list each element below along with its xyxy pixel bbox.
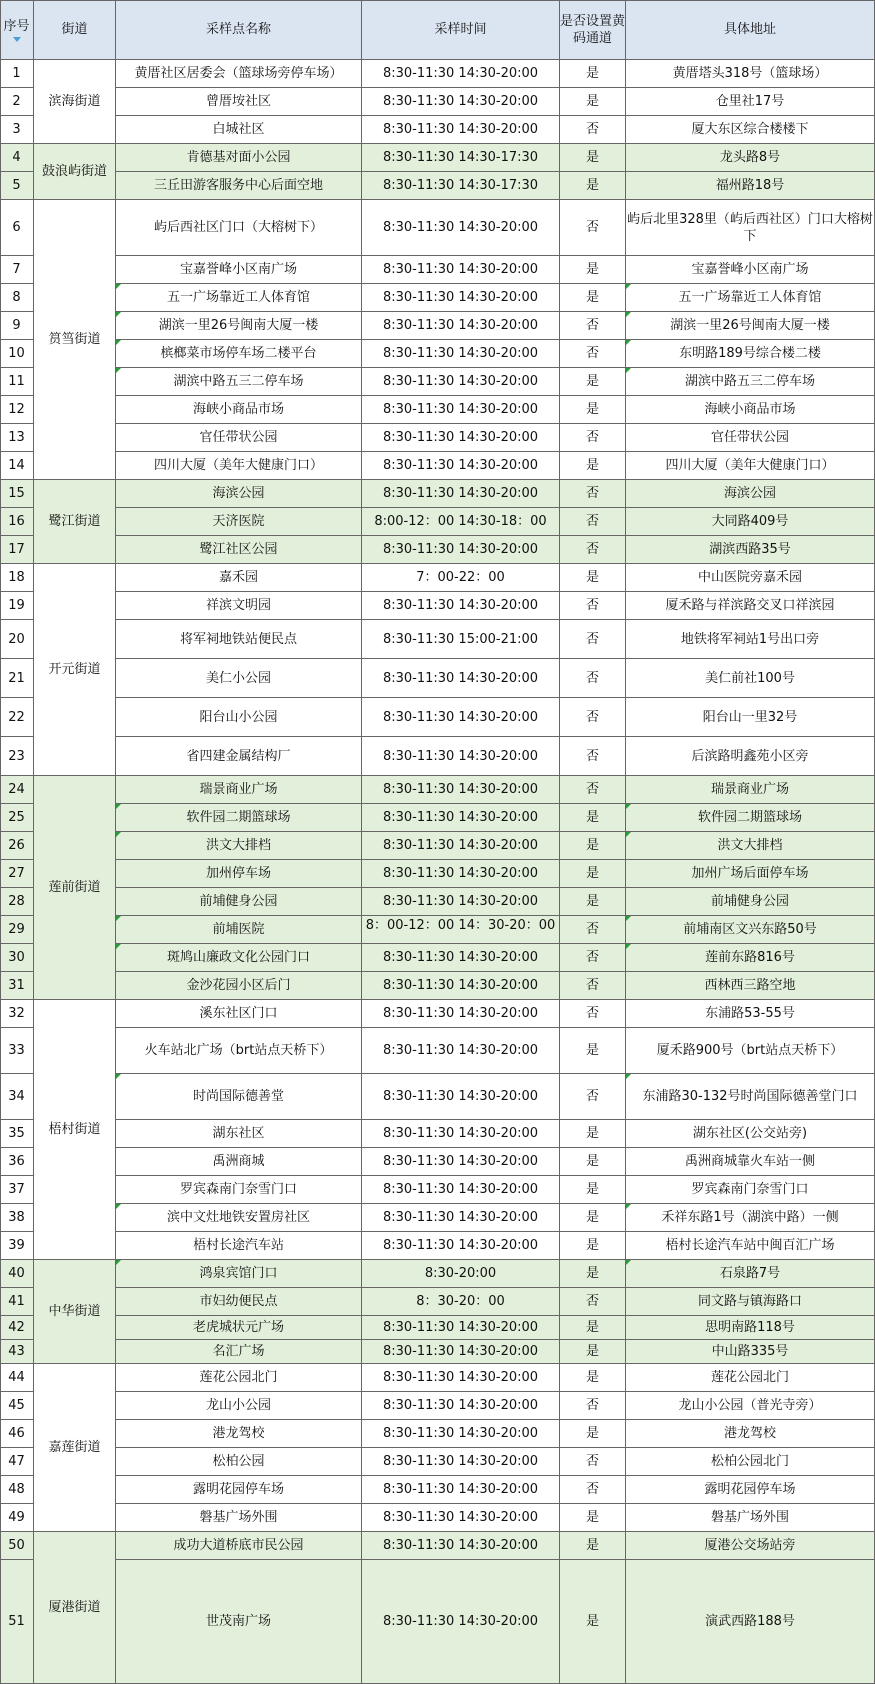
yellow-channel-cell[interactable]: 是 <box>560 1532 626 1560</box>
sampling-time-cell[interactable]: 7：00-22：00 <box>362 564 560 592</box>
site-name-cell[interactable]: 成功大道桥底市民公园 <box>116 1532 362 1560</box>
seq-cell[interactable]: 38 <box>0 1204 34 1232</box>
site-name-cell[interactable]: 天济医院 <box>116 508 362 536</box>
address-cell[interactable]: 龙山小公园（普光寺旁） <box>626 1392 875 1420</box>
sampling-time-cell[interactable]: 8:30-11:30 14:30-20:00 <box>362 340 560 368</box>
yellow-channel-cell[interactable]: 否 <box>560 916 626 944</box>
sampling-time-cell[interactable]: 8:30-11:30 14:30-20:00 <box>362 972 560 1000</box>
sampling-time-cell[interactable]: 8:30-11:30 14:30-20:00 <box>362 1448 560 1476</box>
address-cell[interactable]: 同文路与镇海路口 <box>626 1288 875 1316</box>
yellow-channel-cell[interactable]: 是 <box>560 172 626 200</box>
sampling-time-cell[interactable]: 8:30-11:30 14:30-20:00 <box>362 888 560 916</box>
seq-cell[interactable]: 17 <box>0 536 34 564</box>
site-name-cell[interactable]: 龙山小公园 <box>116 1392 362 1420</box>
sampling-time-cell[interactable]: 8:00-12：00 14:30-18：00 <box>362 508 560 536</box>
sampling-time-cell[interactable]: 8:30-11:30 14:30-20:00 <box>362 1028 560 1074</box>
street-cell[interactable]: 嘉莲街道 <box>34 1364 116 1532</box>
address-cell[interactable]: 湖东社区(公交站旁) <box>626 1120 875 1148</box>
site-name-cell[interactable]: 省四建金属结构厂 <box>116 737 362 776</box>
street-cell[interactable]: 鹭江街道 <box>34 480 116 564</box>
yellow-channel-cell[interactable]: 否 <box>560 620 626 659</box>
address-cell[interactable]: 东浦路30-132号时尚国际德善堂门口 <box>626 1074 875 1120</box>
site-name-cell[interactable]: 海滨公园 <box>116 480 362 508</box>
site-name-cell[interactable]: 洪文大排档 <box>116 832 362 860</box>
yellow-channel-cell[interactable]: 否 <box>560 698 626 737</box>
site-name-cell[interactable]: 曾厝垵社区 <box>116 88 362 116</box>
sampling-time-cell[interactable]: 8:30-20:00 <box>362 1260 560 1288</box>
sampling-time-cell[interactable]: 8:30-11:30 14:30-20:00 <box>362 424 560 452</box>
header-seq[interactable] <box>0 0 34 60</box>
address-cell[interactable]: 中山路335号 <box>626 1340 875 1364</box>
yellow-channel-cell[interactable]: 是 <box>560 368 626 396</box>
address-cell[interactable]: 禹洲商城靠火车站一侧 <box>626 1148 875 1176</box>
sampling-time-cell[interactable]: 8:30-11:30 14:30-20:00 <box>362 737 560 776</box>
seq-cell[interactable]: 19 <box>0 592 34 620</box>
yellow-channel-cell[interactable]: 是 <box>560 256 626 284</box>
site-name-cell[interactable]: 滨中文灶地铁安置房社区 <box>116 1204 362 1232</box>
address-cell[interactable]: 大同路409号 <box>626 508 875 536</box>
seq-cell[interactable]: 41 <box>0 1288 34 1316</box>
address-cell[interactable]: 五一广场靠近工人体育馆 <box>626 284 875 312</box>
header-time[interactable]: 采样时间 <box>362 0 560 60</box>
address-cell[interactable]: 宝嘉誉峰小区南广场 <box>626 256 875 284</box>
address-cell[interactable]: 厦禾路与祥滨路交叉口祥滨园 <box>626 592 875 620</box>
yellow-channel-cell[interactable]: 是 <box>560 1504 626 1532</box>
site-name-cell[interactable]: 火车站北广场（brt站点天桥下） <box>116 1028 362 1074</box>
site-name-cell[interactable]: 屿后西社区门口（大榕树下） <box>116 200 362 256</box>
address-cell[interactable]: 美仁前社100号 <box>626 659 875 698</box>
site-name-cell[interactable]: 四川大厦（美年大健康门口） <box>116 452 362 480</box>
seq-cell[interactable]: 51 <box>0 1560 34 1684</box>
seq-cell[interactable]: 2 <box>0 88 34 116</box>
yellow-channel-cell[interactable]: 是 <box>560 284 626 312</box>
site-name-cell[interactable]: 溪东社区门口 <box>116 1000 362 1028</box>
yellow-channel-cell[interactable]: 否 <box>560 1000 626 1028</box>
sampling-time-cell[interactable]: 8:30-11:30 14:30-17:30 <box>362 144 560 172</box>
yellow-channel-cell[interactable]: 是 <box>560 88 626 116</box>
header-site[interactable]: 采样点名称 <box>116 0 362 60</box>
yellow-channel-cell[interactable]: 否 <box>560 1476 626 1504</box>
sampling-time-cell[interactable]: 8:30-11:30 14:30-20:00 <box>362 200 560 256</box>
seq-cell[interactable]: 14 <box>0 452 34 480</box>
site-name-cell[interactable]: 祥滨文明园 <box>116 592 362 620</box>
seq-cell[interactable]: 30 <box>0 944 34 972</box>
seq-cell[interactable]: 48 <box>0 1476 34 1504</box>
address-cell[interactable]: 加州广场后面停车场 <box>626 860 875 888</box>
site-name-cell[interactable]: 市妇幼便民点 <box>116 1288 362 1316</box>
street-cell[interactable]: 鼓浪屿街道 <box>34 144 116 200</box>
seq-cell[interactable]: 4 <box>0 144 34 172</box>
yellow-channel-cell[interactable]: 否 <box>560 1288 626 1316</box>
sampling-time-cell[interactable]: 8:30-11:30 14:30-20:00 <box>362 1232 560 1260</box>
street-cell[interactable]: 莲前街道 <box>34 776 116 1000</box>
sampling-time-cell[interactable]: 8:30-11:30 14:30-20:00 <box>362 592 560 620</box>
sampling-time-cell[interactable]: 8:30-11:30 14:30-20:00 <box>362 1532 560 1560</box>
address-cell[interactable]: 梧村长途汽车站中闽百汇广场 <box>626 1232 875 1260</box>
address-cell[interactable]: 地铁将军祠站1号出口旁 <box>626 620 875 659</box>
site-name-cell[interactable]: 梧村长途汽车站 <box>116 1232 362 1260</box>
site-name-cell[interactable]: 软件园二期篮球场 <box>116 804 362 832</box>
address-cell[interactable]: 中山医院旁嘉禾园 <box>626 564 875 592</box>
sampling-time-cell[interactable]: 8:30-11:30 14:30-20:00 <box>362 1364 560 1392</box>
seq-cell[interactable]: 42 <box>0 1316 34 1340</box>
yellow-channel-cell[interactable]: 否 <box>560 340 626 368</box>
sampling-time-cell[interactable]: 8:30-11:30 14:30-17:30 <box>362 172 560 200</box>
sampling-time-cell[interactable]: 8:30-11:30 14:30-20:00 <box>362 452 560 480</box>
address-cell[interactable]: 莲前东路816号 <box>626 944 875 972</box>
sampling-time-cell[interactable]: 8:30-11:30 14:30-20:00 <box>362 1420 560 1448</box>
yellow-channel-cell[interactable]: 否 <box>560 592 626 620</box>
yellow-channel-cell[interactable]: 是 <box>560 1260 626 1288</box>
address-cell[interactable]: 东浦路53-55号 <box>626 1000 875 1028</box>
address-cell[interactable]: 海峡小商品市场 <box>626 396 875 424</box>
seq-cell[interactable]: 24 <box>0 776 34 804</box>
site-name-cell[interactable]: 名汇广场 <box>116 1340 362 1364</box>
seq-cell[interactable]: 27 <box>0 860 34 888</box>
site-name-cell[interactable]: 官任带状公园 <box>116 424 362 452</box>
seq-cell[interactable]: 1 <box>0 60 34 88</box>
site-name-cell[interactable]: 黄厝社区居委会（篮球场旁停车场） <box>116 60 362 88</box>
seq-cell[interactable]: 43 <box>0 1340 34 1364</box>
sampling-time-cell[interactable]: 8:30-11:30 14:30-20:00 <box>362 698 560 737</box>
address-cell[interactable]: 黄厝塔头318号（篮球场） <box>626 60 875 88</box>
seq-cell[interactable]: 50 <box>0 1532 34 1560</box>
address-cell[interactable]: 洪文大排档 <box>626 832 875 860</box>
seq-cell[interactable]: 32 <box>0 1000 34 1028</box>
seq-cell[interactable]: 11 <box>0 368 34 396</box>
yellow-channel-cell[interactable]: 否 <box>560 312 626 340</box>
sampling-time-cell[interactable]: 8：00-12：00 14：30-20：00 <box>362 916 560 944</box>
address-cell[interactable]: 阳台山一里32号 <box>626 698 875 737</box>
address-cell[interactable]: 罗宾森南门奈雪门口 <box>626 1176 875 1204</box>
sampling-time-cell[interactable]: 8:30-11:30 14:30-20:00 <box>362 1504 560 1532</box>
site-name-cell[interactable]: 露明花园停车场 <box>116 1476 362 1504</box>
address-cell[interactable]: 仓里社17号 <box>626 88 875 116</box>
site-name-cell[interactable]: 港龙驾校 <box>116 1420 362 1448</box>
seq-cell[interactable]: 33 <box>0 1028 34 1074</box>
address-cell[interactable]: 屿后北里328里（屿后西社区）门口大榕树下 <box>626 200 875 256</box>
seq-cell[interactable]: 5 <box>0 172 34 200</box>
sampling-time-cell[interactable]: 8:30-11:30 14:30-20:00 <box>362 396 560 424</box>
seq-cell[interactable]: 47 <box>0 1448 34 1476</box>
sampling-time-cell[interactable]: 8:30-11:30 14:30-20:00 <box>362 368 560 396</box>
seq-cell[interactable]: 49 <box>0 1504 34 1532</box>
address-cell[interactable]: 松柏公园北门 <box>626 1448 875 1476</box>
street-cell[interactable]: 梧村街道 <box>34 1000 116 1260</box>
seq-cell[interactable]: 35 <box>0 1120 34 1148</box>
header-seq-label: 序号 <box>3 18 30 34</box>
yellow-channel-cell[interactable]: 否 <box>560 200 626 256</box>
address-cell[interactable]: 露明花园停车场 <box>626 1476 875 1504</box>
sampling-time-cell[interactable]: 8:30-11:30 14:30-20:00 <box>362 1560 560 1684</box>
filter-dropdown-icon[interactable] <box>13 37 21 42</box>
sampling-time-cell[interactable]: 8:30-11:30 14:30-20:00 <box>362 944 560 972</box>
seq-cell[interactable]: 12 <box>0 396 34 424</box>
yellow-channel-cell[interactable]: 是 <box>560 1364 626 1392</box>
sampling-time-cell[interactable]: 8:30-11:30 14:30-20:00 <box>362 1476 560 1504</box>
yellow-channel-cell[interactable]: 否 <box>560 508 626 536</box>
yellow-channel-cell[interactable]: 是 <box>560 1560 626 1684</box>
seq-cell[interactable]: 37 <box>0 1176 34 1204</box>
site-name-cell[interactable]: 磐基广场外围 <box>116 1504 362 1532</box>
site-name-cell[interactable]: 瑞景商业广场 <box>116 776 362 804</box>
site-name-cell[interactable]: 三丘田游客服务中心后面空地 <box>116 172 362 200</box>
seq-cell[interactable]: 21 <box>0 659 34 698</box>
seq-cell[interactable]: 28 <box>0 888 34 916</box>
site-name-cell[interactable]: 嘉禾园 <box>116 564 362 592</box>
site-name-cell[interactable]: 湖东社区 <box>116 1120 362 1148</box>
header-yellow-channel[interactable]: 是否设置黄码通道 <box>560 0 626 60</box>
site-name-cell[interactable]: 鹭江社区公园 <box>116 536 362 564</box>
yellow-channel-cell[interactable]: 是 <box>560 60 626 88</box>
site-name-cell[interactable]: 前埔健身公园 <box>116 888 362 916</box>
sampling-time-cell[interactable]: 8:30-11:30 14:30-20:00 <box>362 284 560 312</box>
yellow-channel-cell[interactable]: 是 <box>560 1204 626 1232</box>
site-name-cell[interactable]: 斑鸠山廉政文化公园门口 <box>116 944 362 972</box>
site-name-cell[interactable]: 阳台山小公园 <box>116 698 362 737</box>
site-name-cell[interactable]: 时尚国际德善堂 <box>116 1074 362 1120</box>
sampling-time-cell[interactable]: 8:30-11:30 14:30-20:00 <box>362 1204 560 1232</box>
sampling-time-cell[interactable]: 8:30-11:30 14:30-20:00 <box>362 88 560 116</box>
seq-cell[interactable]: 9 <box>0 312 34 340</box>
address-cell[interactable]: 东明路189号综合楼二楼 <box>626 340 875 368</box>
yellow-channel-cell[interactable]: 是 <box>560 396 626 424</box>
yellow-channel-cell[interactable]: 是 <box>560 860 626 888</box>
yellow-channel-cell[interactable]: 是 <box>560 1148 626 1176</box>
address-cell[interactable]: 港龙驾校 <box>626 1420 875 1448</box>
address-cell[interactable]: 软件园二期篮球场 <box>626 804 875 832</box>
sampling-time-cell[interactable]: 8:30-11:30 14:30-20:00 <box>362 1120 560 1148</box>
address-cell[interactable]: 瑞景商业广场 <box>626 776 875 804</box>
site-name-cell[interactable]: 湖滨一里26号闽南大厦一楼 <box>116 312 362 340</box>
sampling-time-cell[interactable]: 8:30-11:30 14:30-20:00 <box>362 480 560 508</box>
address-cell[interactable]: 湖滨一里26号闽南大厦一楼 <box>626 312 875 340</box>
seq-cell[interactable]: 44 <box>0 1364 34 1392</box>
street-cell[interactable]: 中华街道 <box>34 1260 116 1364</box>
site-name-cell[interactable]: 禹洲商城 <box>116 1148 362 1176</box>
sampling-time-cell[interactable]: 8:30-11:30 14:30-20:00 <box>362 832 560 860</box>
address-cell[interactable]: 官任带状公园 <box>626 424 875 452</box>
site-name-cell[interactable]: 加州停车场 <box>116 860 362 888</box>
yellow-channel-cell[interactable]: 否 <box>560 480 626 508</box>
site-name-cell[interactable]: 老虎城状元广场 <box>116 1316 362 1340</box>
address-cell[interactable]: 湖滨西路35号 <box>626 536 875 564</box>
site-name-cell[interactable]: 世茂南广场 <box>116 1560 362 1684</box>
yellow-channel-cell[interactable]: 是 <box>560 452 626 480</box>
sampling-time-cell[interactable]: 8:30-11:30 14:30-20:00 <box>362 536 560 564</box>
yellow-channel-cell[interactable]: 否 <box>560 944 626 972</box>
yellow-channel-cell[interactable]: 否 <box>560 536 626 564</box>
site-name-cell[interactable]: 宝嘉誉峰小区南广场 <box>116 256 362 284</box>
seq-cell[interactable]: 46 <box>0 1420 34 1448</box>
seq-cell[interactable]: 39 <box>0 1232 34 1260</box>
address-cell[interactable]: 前埔健身公园 <box>626 888 875 916</box>
seq-cell[interactable]: 15 <box>0 480 34 508</box>
site-name-cell[interactable]: 前埔医院 <box>116 916 362 944</box>
seq-cell[interactable]: 16 <box>0 508 34 536</box>
sampling-time-cell[interactable]: 8:30-11:30 14:30-20:00 <box>362 116 560 144</box>
street-cell[interactable]: 厦港街道 <box>34 1532 116 1684</box>
address-cell[interactable]: 前埔南区文兴东路50号 <box>626 916 875 944</box>
sampling-time-cell[interactable]: 8:30-11:30 14:30-20:00 <box>362 860 560 888</box>
seq-cell[interactable]: 45 <box>0 1392 34 1420</box>
yellow-channel-cell[interactable]: 否 <box>560 116 626 144</box>
address-cell[interactable]: 石泉路7号 <box>626 1260 875 1288</box>
seq-cell[interactable]: 22 <box>0 698 34 737</box>
yellow-channel-cell[interactable]: 否 <box>560 1392 626 1420</box>
address-cell[interactable]: 禾祥东路1号（湖滨中路）一侧 <box>626 1204 875 1232</box>
sampling-time-cell[interactable]: 8:30-11:30 14:30-20:00 <box>362 1074 560 1120</box>
yellow-channel-cell[interactable]: 否 <box>560 1448 626 1476</box>
seq-cell[interactable]: 3 <box>0 116 34 144</box>
yellow-channel-cell[interactable]: 否 <box>560 659 626 698</box>
site-name-cell[interactable]: 海峡小商品市场 <box>116 396 362 424</box>
yellow-channel-cell[interactable]: 是 <box>560 1420 626 1448</box>
yellow-channel-cell[interactable]: 否 <box>560 972 626 1000</box>
yellow-channel-cell[interactable]: 是 <box>560 832 626 860</box>
seq-cell[interactable]: 10 <box>0 340 34 368</box>
yellow-channel-cell[interactable]: 是 <box>560 888 626 916</box>
sampling-time-cell[interactable]: 8:30-11:30 14:30-20:00 <box>362 312 560 340</box>
yellow-channel-cell[interactable]: 是 <box>560 1120 626 1148</box>
yellow-channel-cell[interactable]: 否 <box>560 424 626 452</box>
address-cell[interactable]: 福州路18号 <box>626 172 875 200</box>
sampling-time-cell[interactable]: 8:30-11:30 14:30-20:00 <box>362 60 560 88</box>
address-cell[interactable]: 莲花公园北门 <box>626 1364 875 1392</box>
seq-cell[interactable]: 13 <box>0 424 34 452</box>
sampling-time-cell[interactable]: 8:30-11:30 14:30-20:00 <box>362 1316 560 1340</box>
site-name-cell[interactable]: 美仁小公园 <box>116 659 362 698</box>
address-cell[interactable]: 四川大厦（美年大健康门口） <box>626 452 875 480</box>
yellow-channel-cell[interactable]: 是 <box>560 1232 626 1260</box>
site-name-cell[interactable]: 槟榔菜市场停车场二楼平台 <box>116 340 362 368</box>
address-cell[interactable]: 龙头路8号 <box>626 144 875 172</box>
address-cell[interactable]: 厦大东区综合楼楼下 <box>626 116 875 144</box>
site-name-cell[interactable]: 湖滨中路五三二停车场 <box>116 368 362 396</box>
address-cell[interactable]: 海滨公园 <box>626 480 875 508</box>
site-name-cell[interactable]: 莲花公园北门 <box>116 1364 362 1392</box>
seq-cell[interactable]: 7 <box>0 256 34 284</box>
sampling-time-cell[interactable]: 8:30-11:30 15:00-21:00 <box>362 620 560 659</box>
yellow-channel-cell[interactable]: 是 <box>560 1028 626 1074</box>
site-name-cell[interactable]: 鸿泉宾馆门口 <box>116 1260 362 1288</box>
address-cell[interactable]: 磐基广场外围 <box>626 1504 875 1532</box>
seq-cell[interactable]: 34 <box>0 1074 34 1120</box>
sampling-time-cell[interactable]: 8:30-11:30 14:30-20:00 <box>362 256 560 284</box>
sampling-time-cell[interactable]: 8:30-11:30 14:30-20:00 <box>362 1176 560 1204</box>
site-name-cell[interactable]: 罗宾森南门奈雪门口 <box>116 1176 362 1204</box>
yellow-channel-cell[interactable]: 是 <box>560 1176 626 1204</box>
site-name-cell[interactable]: 五一广场靠近工人体育馆 <box>116 284 362 312</box>
seq-cell[interactable]: 25 <box>0 804 34 832</box>
address-cell[interactable]: 演武西路188号 <box>626 1560 875 1684</box>
seq-cell[interactable]: 36 <box>0 1148 34 1176</box>
sampling-time-cell[interactable]: 8:30-11:30 14:30-20:00 <box>362 659 560 698</box>
sampling-time-cell[interactable]: 8:30-11:30 14:30-20:00 <box>362 1392 560 1420</box>
seq-cell[interactable]: 31 <box>0 972 34 1000</box>
address-cell[interactable]: 厦港公交场站旁 <box>626 1532 875 1560</box>
site-name-cell[interactable]: 白城社区 <box>116 116 362 144</box>
seq-cell[interactable]: 23 <box>0 737 34 776</box>
seq-cell[interactable]: 20 <box>0 620 34 659</box>
header-address[interactable]: 具体地址 <box>626 0 875 60</box>
site-name-cell[interactable]: 松柏公园 <box>116 1448 362 1476</box>
seq-cell[interactable]: 29 <box>0 916 34 944</box>
yellow-channel-cell[interactable]: 是 <box>560 804 626 832</box>
header-street[interactable]: 街道 <box>34 0 116 60</box>
yellow-channel-cell[interactable]: 是 <box>560 1316 626 1340</box>
seq-cell[interactable]: 18 <box>0 564 34 592</box>
seq-cell[interactable]: 40 <box>0 1260 34 1288</box>
yellow-channel-cell[interactable]: 是 <box>560 564 626 592</box>
address-cell[interactable]: 思明南路118号 <box>626 1316 875 1340</box>
yellow-channel-cell[interactable]: 否 <box>560 1074 626 1120</box>
site-name-cell[interactable]: 将军祠地铁站便民点 <box>116 620 362 659</box>
street-cell[interactable]: 开元街道 <box>34 564 116 776</box>
street-cell[interactable]: 筼筜街道 <box>34 200 116 480</box>
address-cell[interactable]: 后滨路明鑫苑小区旁 <box>626 737 875 776</box>
address-cell[interactable]: 西林西三路空地 <box>626 972 875 1000</box>
yellow-channel-cell[interactable]: 否 <box>560 776 626 804</box>
seq-cell[interactable]: 26 <box>0 832 34 860</box>
sampling-time-cell[interactable]: 8:30-11:30 14:30-20:00 <box>362 804 560 832</box>
sampling-time-cell[interactable]: 8:30-11:30 14:30-20:00 <box>362 1148 560 1176</box>
address-cell[interactable]: 湖滨中路五三二停车场 <box>626 368 875 396</box>
sampling-time-cell[interactable]: 8:30-11:30 14:30-20:00 <box>362 1000 560 1028</box>
yellow-channel-cell[interactable]: 是 <box>560 144 626 172</box>
sampling-time-cell[interactable]: 8：30-20：00 <box>362 1288 560 1316</box>
yellow-channel-cell[interactable]: 是 <box>560 1340 626 1364</box>
street-cell[interactable]: 滨海街道 <box>34 60 116 144</box>
yellow-channel-cell[interactable]: 否 <box>560 737 626 776</box>
sampling-time-cell[interactable]: 8:30-11:30 14:30-20:00 <box>362 776 560 804</box>
site-name-cell[interactable]: 金沙花园小区后门 <box>116 972 362 1000</box>
site-name-cell[interactable]: 肯德基对面小公园 <box>116 144 362 172</box>
seq-cell[interactable]: 6 <box>0 200 34 256</box>
address-cell[interactable]: 厦禾路900号（brt站点天桥下） <box>626 1028 875 1074</box>
seq-cell[interactable]: 8 <box>0 284 34 312</box>
sampling-time-cell[interactable]: 8:30-11:30 14:30-20:00 <box>362 1340 560 1364</box>
